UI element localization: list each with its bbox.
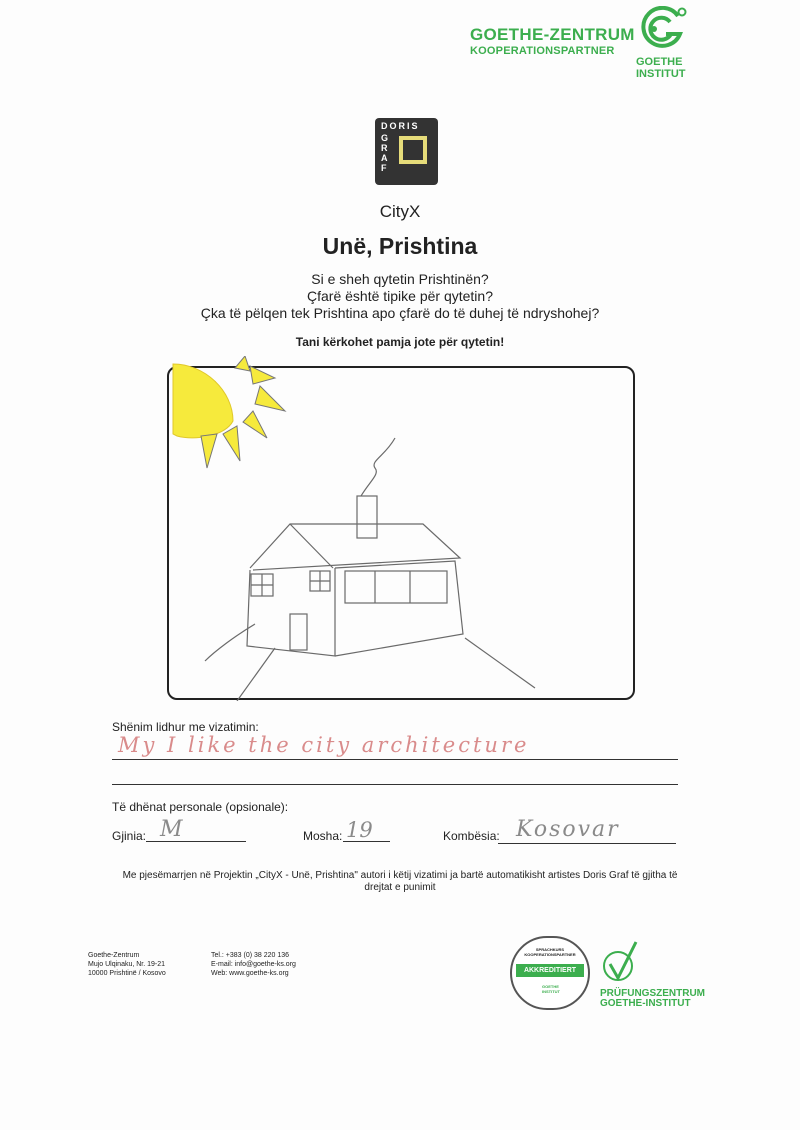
age-label: Mosha: bbox=[303, 829, 343, 843]
note-line-1 bbox=[112, 759, 678, 760]
badge-bottom1: GOETHE bbox=[542, 984, 559, 989]
goethe-zentrum-wordmark bbox=[470, 26, 635, 57]
sun-icon bbox=[173, 356, 285, 468]
gender-label: Gjinia: bbox=[112, 829, 147, 843]
pruefungszentrum-text bbox=[600, 989, 705, 1009]
badge-top2: KOOPERATIONSPARTNER bbox=[524, 952, 576, 957]
question-3: Çka të pëlqen tek Prishtina apo çfarë do të duhej të ndryshohej? bbox=[200, 305, 600, 321]
logo-letter: F bbox=[381, 163, 387, 173]
logo-square-icon bbox=[399, 136, 427, 164]
drawing-prompt: Tani kërkohet pamja jote për qytetin! bbox=[295, 335, 505, 349]
checkmark-icon bbox=[600, 940, 640, 984]
consent-text: Me pjesëmarrjen në Projektin „CityX - Unë, Prishtina" autori i këtij vizatimi ja bartë automatikisht artistes Doris Graf të gjitha të drejtat e punimit bbox=[122, 870, 678, 893]
doris-graf-logo bbox=[375, 118, 438, 185]
gender-value[interactable]: M bbox=[160, 817, 183, 842]
contact-web: Web: www.goethe-ks.org bbox=[211, 970, 289, 977]
logo-letter: R bbox=[381, 143, 388, 153]
pz-line-2: GOETHE-INSTITUT bbox=[600, 998, 691, 1009]
child-drawing-house-icon bbox=[165, 356, 635, 701]
logo-doris-text: DORIS bbox=[381, 121, 420, 131]
institut-text: INSTITUT bbox=[636, 68, 686, 80]
badge-ribbon: AKKREDITIERT bbox=[516, 964, 584, 977]
project-name: CityX bbox=[379, 202, 421, 221]
kooperationspartner-text: KOOPERATIONSPARTNER bbox=[470, 45, 615, 57]
badge-top1: SPRACHKURS bbox=[535, 947, 565, 952]
goethe-institut-wordmark bbox=[636, 56, 686, 80]
question-1: Si e sheh qytetin Prishtinën? bbox=[311, 271, 489, 287]
akkreditiert-badge bbox=[510, 936, 590, 1010]
personal-data-label: Të dhënat personale (opsionale): bbox=[112, 800, 289, 814]
logo-letter: G bbox=[381, 133, 389, 143]
page-title: Unë, Prishtina bbox=[322, 233, 478, 259]
footer-contact bbox=[211, 951, 296, 978]
nationality-value[interactable]: Kosovar bbox=[516, 817, 620, 842]
logo-letter: A bbox=[381, 153, 388, 163]
address-line: Mujo Ulqinaku, Nr. 19-21 bbox=[88, 961, 166, 968]
footer-address bbox=[88, 951, 166, 978]
age-line bbox=[343, 841, 390, 842]
contact-phone: Tel.: +383 (0) 38 220 136 bbox=[211, 952, 290, 959]
note-line-2 bbox=[112, 784, 678, 785]
goethe-zentrum-text: GOETHE-ZENTRUM bbox=[470, 25, 635, 44]
badge-bottom2: INSTITUT bbox=[542, 989, 560, 994]
gender-line bbox=[146, 841, 246, 842]
address-line: Goethe-Zentrum bbox=[88, 952, 140, 959]
goethe-logo-icon bbox=[636, 6, 688, 52]
question-2: Çfarë është tipike për qytetin? bbox=[307, 288, 493, 304]
nationality-label: Kombësia: bbox=[443, 829, 500, 843]
note-label: Shënim lidhur me vizatimin: bbox=[112, 720, 259, 734]
pz-line-1: PRÜFUNGSZENTRUM bbox=[600, 988, 705, 999]
note-value[interactable]: My I like the city architecture bbox=[118, 733, 530, 757]
address-line: 10000 Prishtinë / Kosovo bbox=[88, 970, 166, 977]
age-value[interactable]: 19 bbox=[346, 818, 373, 842]
contact-email: E-mail: info@goethe-ks.org bbox=[211, 961, 296, 968]
goethe-text: GOETHE bbox=[636, 56, 683, 68]
nationality-line bbox=[498, 843, 676, 844]
